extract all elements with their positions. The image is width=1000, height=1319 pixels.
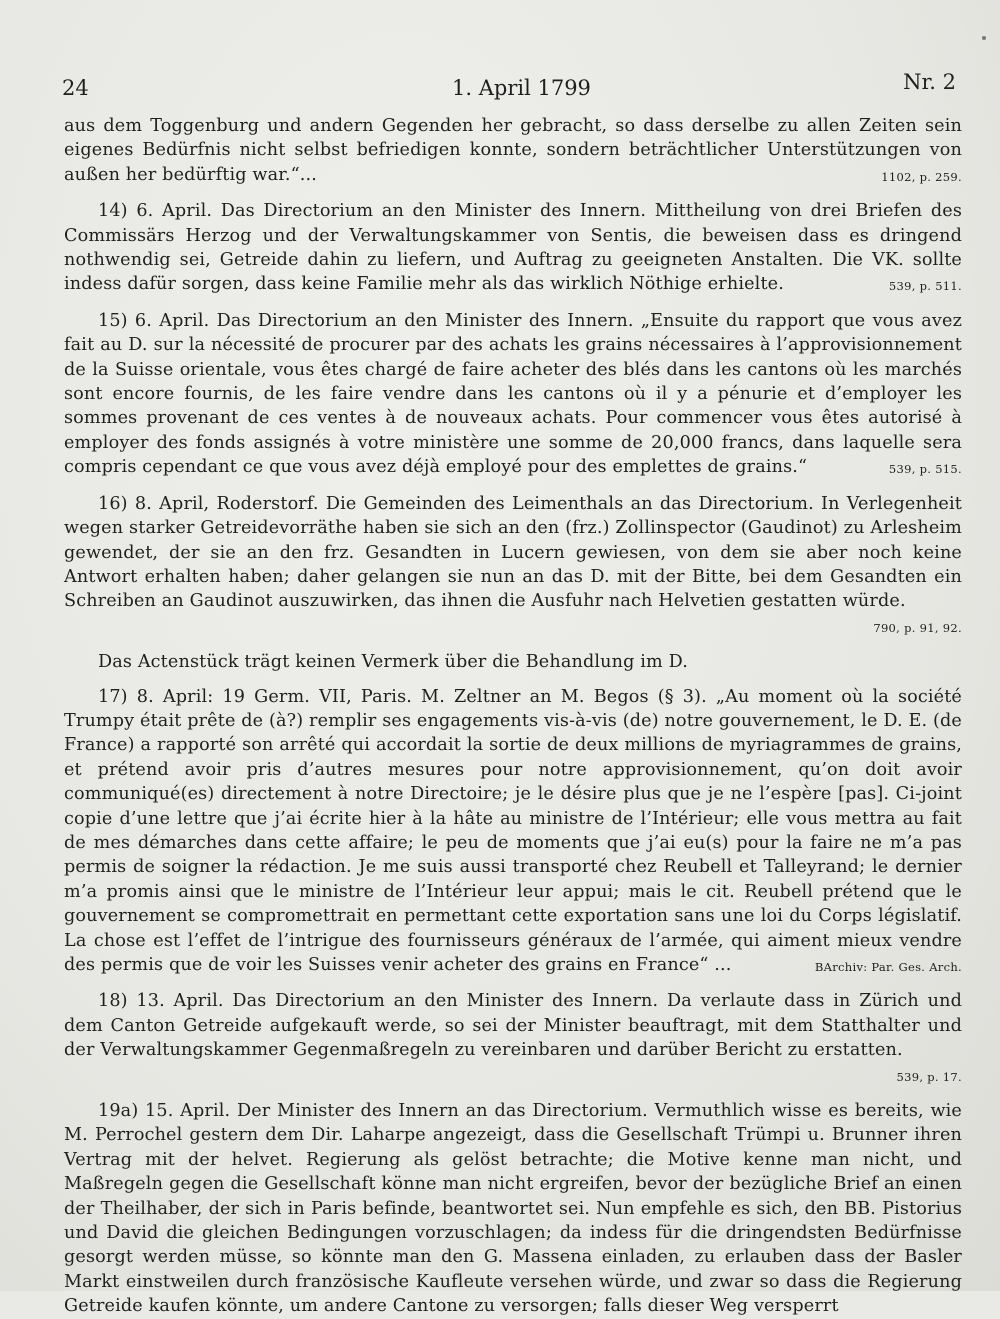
archive-reference: 790, p. 91, 92. bbox=[873, 620, 962, 635]
entry-15 bbox=[64, 309, 962, 482]
archive-reference: 539, p. 515. bbox=[888, 462, 962, 477]
entry-14 bbox=[64, 199, 962, 299]
paragraph-text: 18) 13. April. Das Directorium an den Minister des Innern. Da verlaute dass in Zürich und dem Canton Getreide aufgekauft werde, so sei der Minister beauftragt, mit dem Statthalter und der Verwaltungskammer Gegenmaßregeln zu vereinbaren und darüber Bericht zu erstatten. bbox=[64, 991, 962, 1061]
archive-reference: BArchiv: Par. Ges. Arch. bbox=[814, 960, 962, 974]
entry-18 bbox=[64, 989, 962, 1089]
page-number: 24 bbox=[62, 76, 89, 100]
paragraph-continuation bbox=[64, 114, 962, 189]
running-date: 1. April 1799 bbox=[452, 76, 591, 100]
paragraph-text: Das Actenstück trägt keinen Vermerk über die Behandlung im D. bbox=[98, 652, 688, 673]
archive-reference: 539, p. 511. bbox=[888, 279, 962, 294]
archive-reference: 1102, p. 259. bbox=[881, 169, 962, 184]
archive-reference: 539, p. 17. bbox=[896, 1069, 962, 1084]
document-body bbox=[64, 114, 962, 1319]
paragraph-text: 17) 8. April: 19 Germ. VII, Paris. M. Zeltner an M. Begos (§ 3). „Au moment où la société Trumpy était prête de (à?) remplir ses engagements vis-à-vis (de) notre gouvernement, le D. E. (de France) a rapporté son arrêté qui accordait la sortie de deux millions de myriagrammes de grains, et prétend avoir pris d’autres mesures pour notre approvisionnement, qu’on doit avoir communiqué(es) directement à notre Directoire; je le désire plus que je ne l’espère [pas]. Ci-joint copie d’une lettre que j’ai écrite hier à la hâte au ministre de l’Intérieur; elle vous mettra au fait de mes démarches dans cette affaire; le peu de moments que j’ai eu(s) pour la faire ne m’a pas permis de soigner la rédaction. Je me suis aussi transporté chez Reubell et Talleyrand; le dernier m’a promis ainsi que le ministre de l’Intérieur leur appui; mais le cit. Reubell prétend que le gouvernement se compromettrait en permettant cette exportation sans une loi du Corps législatif. La chose est l’effet de l’intrigue des fournisseurs généraux de l’armée, qui aiment mieux vendre des permis que de voir les Suisses venir acheter des grains en France“ ... bbox=[64, 686, 962, 975]
entry-16-note bbox=[64, 650, 962, 674]
paragraph-text: aus dem Toggenburg und andern Gegenden her gebracht, so dass derselbe zu allen Zeiten sein eigenes Bedürfnis nicht selbst befriedigen konnte, sondern beträchtlicher Unterstützungen von außen her bedürftig war.“... bbox=[64, 116, 962, 185]
paper-speck bbox=[982, 36, 986, 40]
paragraph-text: 15) 6. April. Das Directorium an den Minister des Innern. „Ensuite du rapport que vous avez fait au D. sur la nécessité de procurer par des achats les grains nécessaires à l’approvisionnement de la Suisse orientale, vous êtes chargé de faire acheter des blés dans les cantons où les marchés sont encore fournis, de les faire vendre dans les cantons où il y a pénurie et d’employer les sommes provenant de ces ventes à de nouveaux achats. Pour commencer vous êtes autorisé à employer des fonds assignés à votre ministère une somme de 20,000 francs, dans laquelle sera compris cependant ce que vous avez déjà employé pour des emplettes de grains.“ bbox=[64, 310, 962, 478]
entry-16 bbox=[64, 492, 962, 640]
document-number: Nr. 2 bbox=[903, 70, 956, 94]
entry-19a bbox=[64, 1099, 962, 1319]
entry-17 bbox=[64, 685, 962, 980]
paragraph-text: 16) 8. April, Roderstorf. Die Gemeinden des Leimenthals an das Directorium. In Verlegenheit wegen starker Getreidevorräthe haben sie sich an den (frz.) Zollinspector (Gaudinot) zu Arlesheim gewendet, der sie an den frz. Gesandten in Lucern gewiesen, von dem sie aber noch keine Antwort erhalten haben; daher gelangen sie nun an das D. mit der Bitte, bei dem Gesandten ein Schreiben an Gaudinot auszuwirken, das ihnen die Ausfuhr nach Helvetien gestatten würde. bbox=[64, 493, 962, 612]
paragraph-text: 14) 6. April. Das Directorium an den Minister des Innern. Mittheilung von drei Briefen des Commissärs Herzog und der Verwaltungskammer von Sentis, die beweisen dass es dringend nothwendig sei, Getreide dahin zu liefern, und Auftrag zu geeigneten Anstalten. Die VK. sollte indess dafür sorgen, dass keine Familie mehr als das wirklich Nöthige erhielte. bbox=[64, 201, 962, 295]
paragraph-text: 19a) 15. April. Der Minister des Innern an das Directorium. Vermuthlich wisse es bereits, wie M. Perrochel gestern dem Dir. Laharpe angezeigt, dass die Gesellschaft Trümpi u. Brunner ihren Vertrag mit der helvet. Regierung als gelöst betrachte; die Motive kenne man nicht, und Maßregeln gegen die Gesellschaft könne man nicht ergreifen, bevor der bezügliche Brief an einen der Theilhaber, der sich in Paris befinde, beantwortet sei. Nun empfehle es sich, den BB. Pistorius und David die gleichen Bedingungen vorzuschlagen; da indess für die dringendsten Bedürfnisse gesorgt werden müsse, so könnte man den G. Massena einladen, zu erlauben dass der Basler Markt einstweilen durch französische Kaufleute versehen würde, und zwar so dass die Regierung Getreide kaufen könnte, um andere Cantone zu versorgen; falls dieser Weg versperrt bbox=[64, 1101, 962, 1317]
page-header bbox=[64, 70, 962, 106]
